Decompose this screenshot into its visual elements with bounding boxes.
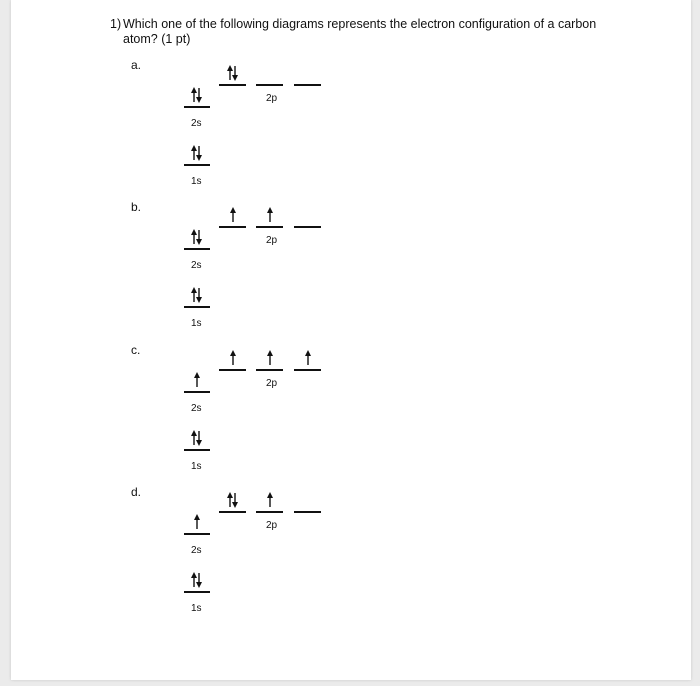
up-electron-arrow [266, 207, 274, 228]
option-letter: b. [131, 200, 142, 214]
orbital-label-2s: 2s [191, 118, 202, 129]
question-number: 1) [110, 17, 122, 31]
paired-electron-arrows [226, 65, 240, 86]
orbital-label-1s: 1s [191, 603, 202, 614]
orbital-label-2p: 2p [266, 378, 278, 389]
orbital-label-2s: 2s [191, 260, 202, 271]
up-electron-arrow [229, 207, 237, 228]
paired-electron-arrows [190, 430, 204, 451]
orbital-label-1s: 1s [191, 461, 202, 472]
document-page [11, 0, 691, 680]
question-text: Which one of the following diagrams represents the electron configuration of a carbon atom? (1 pt) [123, 17, 597, 46]
orbital-label-1s: 1s [191, 176, 202, 187]
up-electron-arrow [304, 350, 312, 371]
paired-electron-arrows [190, 87, 204, 108]
orbital-label-2s: 2s [191, 403, 202, 414]
orbital-line-2p [294, 511, 321, 513]
paired-electron-arrows [226, 492, 240, 513]
orbital-line-2p [294, 84, 321, 86]
orbital-line-2p [294, 226, 321, 228]
option-letter: d. [131, 485, 142, 499]
paired-electron-arrows [190, 287, 204, 308]
up-electron-arrow [266, 350, 274, 371]
orbital-line-2p [256, 84, 283, 86]
paired-electron-arrows [190, 572, 204, 593]
orbital-label-2p: 2p [266, 93, 278, 104]
up-electron-arrow [266, 492, 274, 513]
up-electron-arrow [193, 372, 201, 393]
option-letter: c. [131, 343, 141, 357]
paired-electron-arrows [190, 145, 204, 166]
orbital-label-1s: 1s [191, 318, 202, 329]
up-electron-arrow [229, 350, 237, 371]
paired-electron-arrows [190, 229, 204, 250]
up-electron-arrow [193, 514, 201, 535]
orbital-label-2s: 2s [191, 545, 202, 556]
option-letter: a. [131, 58, 142, 72]
orbital-label-2p: 2p [266, 520, 278, 531]
orbital-label-2p: 2p [266, 235, 278, 246]
